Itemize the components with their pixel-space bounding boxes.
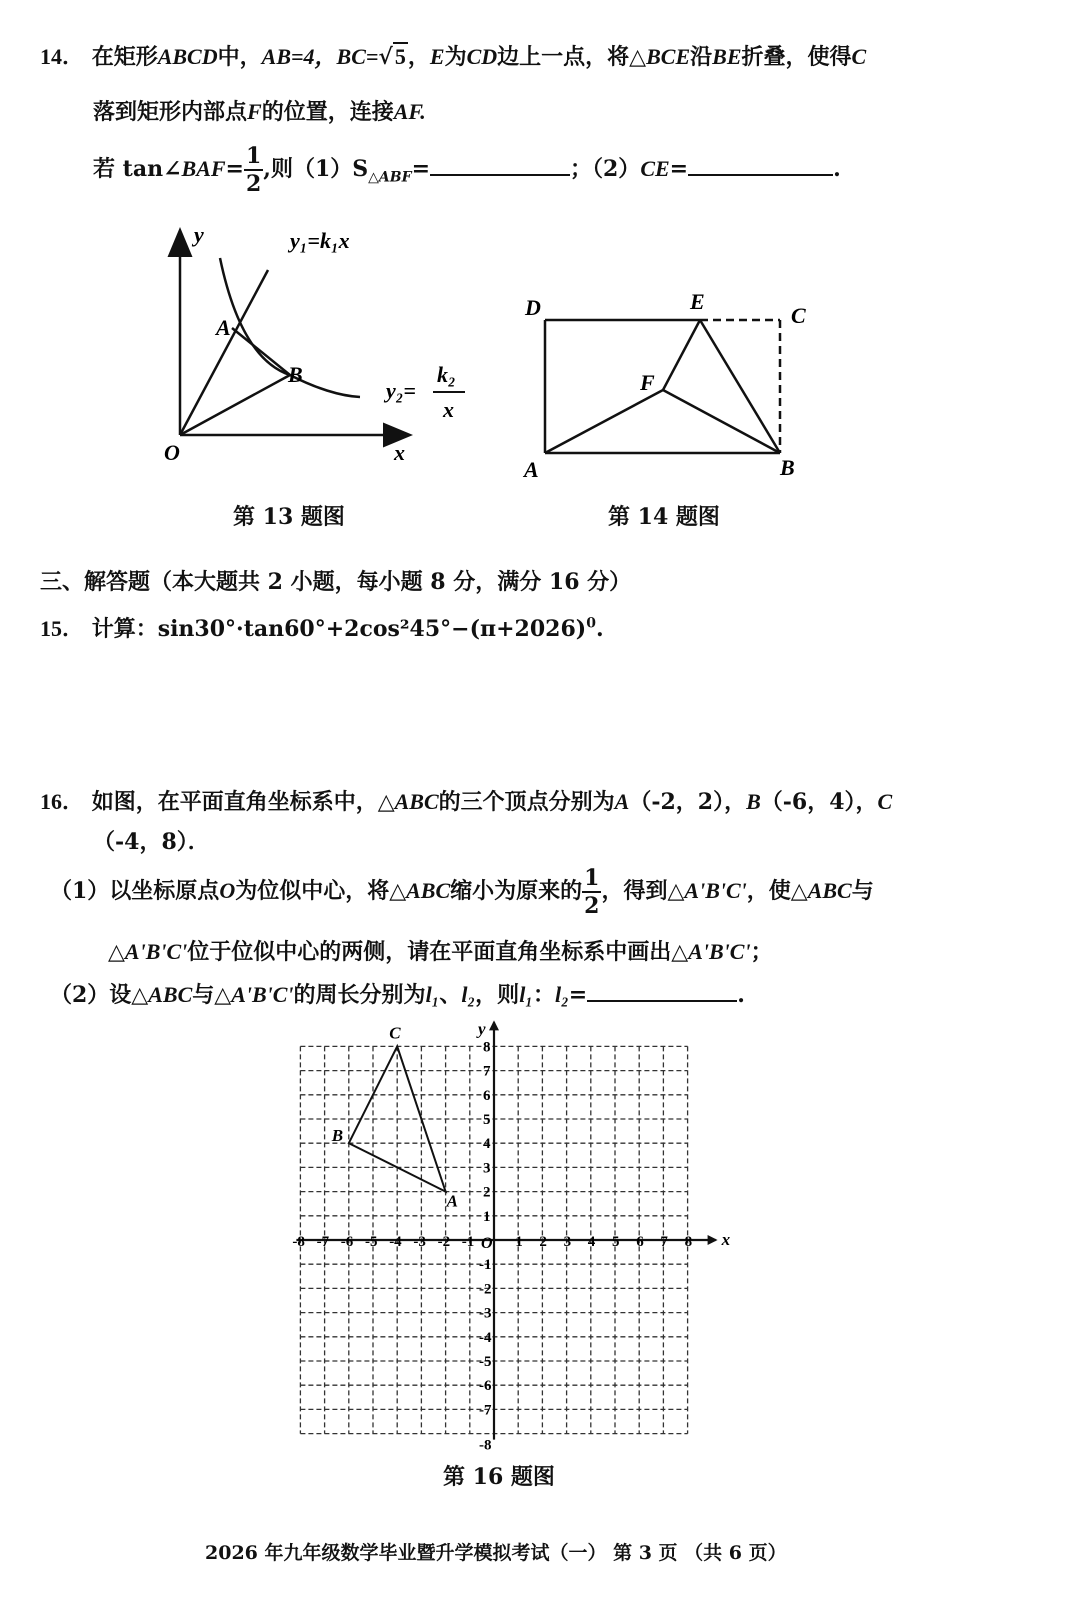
figure-13: [150, 220, 490, 480]
fig14-c: C: [791, 303, 806, 328]
x-tick-label: -2: [437, 1234, 451, 1250]
y-tick-label: -4: [479, 1329, 492, 1346]
q14-line3: 若 tan∠BAF= $\frac{1}{2}$ ,则$(1)S_{\triangle ABF}=$ ；（2）CE= .: [93, 143, 841, 197]
figure-14: [510, 285, 830, 485]
x-tick-label: -1: [461, 1234, 475, 1250]
x-tick-label: 2: [539, 1234, 547, 1250]
fig16-x-label: x: [721, 1230, 731, 1249]
x-tick-label: 6: [636, 1234, 644, 1250]
fig13-caption: 第 13 题图: [233, 504, 345, 530]
x-tick-label: 8: [684, 1234, 693, 1250]
y-tick-label: -5: [479, 1354, 492, 1370]
q16-part1-line2: △A'B'C'位于位似中心的两侧，请在平面直角坐标系中画出△A'B'C'；: [108, 939, 773, 965]
x-tick-label: 1: [515, 1234, 523, 1250]
x-tick-label: -4: [389, 1234, 402, 1250]
y-tick-label: 8: [483, 1039, 491, 1056]
fig16-point-a: A: [446, 1191, 458, 1211]
q16-line1: 16． 如图，在平面直角坐标系中，△ABC的三个顶点分别为A（-2，2），B（-6，4），C: [40, 789, 893, 815]
y-tick-label: -1: [479, 1257, 492, 1274]
y-tick-label: -3: [479, 1305, 492, 1322]
y-tick-label: 2: [483, 1184, 491, 1201]
fig14-caption: 第 14 题图: [608, 504, 720, 530]
q16-part1-line1: （1）以坐标原点O为位似中心，将△ABC缩小为原来的 $\frac{1}{2}$ ，得到△A'B'C'，使△ABC与: [50, 865, 874, 919]
q16-line2: （-4，8）．: [93, 829, 210, 855]
answer-blank-2[interactable]: [688, 174, 833, 176]
y-tick-label: -6: [479, 1378, 492, 1395]
fig13-y2-label: y₂=: [386, 378, 416, 403]
fig13-y-label: y: [194, 222, 204, 247]
fig13-line-label: y₁=k₁x: [290, 228, 350, 253]
fig13-point-b: B: [288, 362, 303, 387]
y-tick-label: 3: [483, 1160, 491, 1177]
segment-ab: [232, 328, 290, 375]
fig14-a: A: [524, 457, 539, 482]
y-tick-label: 5: [483, 1112, 491, 1128]
y-tick-label: 4: [483, 1136, 491, 1153]
fig16-origin-label: O: [481, 1235, 493, 1252]
x-axis-arrow: [708, 1235, 718, 1245]
fig16-y-label: y: [478, 1019, 486, 1039]
x-tick-label: 4: [587, 1234, 596, 1250]
fig14-f: F: [640, 370, 655, 395]
section-3-heading: 三、解答题（本大题共 2 小题，每小题 8 分，满分 16 分）: [40, 569, 632, 595]
fig13-x-den: x: [443, 397, 454, 422]
q14-line1: 14． 在矩形ABCD中，AB=4，BC=√5，E为CD边上一点，将△BCE沿BE折叠，使得C: [40, 44, 867, 70]
segment-ef: [663, 320, 700, 390]
fig16-caption: 第 16 题图: [443, 1464, 555, 1490]
x-tick-label: -6: [340, 1234, 354, 1250]
segment-af: [545, 390, 663, 453]
x-tick-label: 3: [563, 1234, 572, 1250]
q14-line2: 落到矩形内部点F的位置，连接AF.: [93, 99, 426, 125]
fig14-b: B: [780, 455, 795, 480]
fig14-e: E: [690, 289, 705, 314]
answer-blank-3[interactable]: [587, 1000, 737, 1002]
fraction-one-half-q16: $\frac{1}{2}$: [584, 865, 600, 919]
fig13-k2: k₂: [437, 362, 456, 387]
figure-16-grid: [280, 1010, 760, 1450]
segment-eb: [700, 320, 780, 453]
y-tick-label: 7: [483, 1063, 491, 1080]
fig13-point-a: A: [216, 315, 231, 340]
y-tick-label: 6: [483, 1087, 491, 1104]
y-axis-arrow: [489, 1020, 499, 1030]
y-tick-label: 1: [483, 1208, 491, 1225]
x-tick-label: 5: [612, 1234, 620, 1250]
x-tick-label: 7: [660, 1234, 668, 1250]
x-tick-label: -8: [292, 1234, 305, 1250]
x-tick-label: -7: [316, 1234, 330, 1250]
q15-line: 15． 计算：$\sin 30^\circ\cdot\tan 60^\circ+2\cos^245^\circ-(\pi+2026)^0$.: [40, 615, 604, 642]
fig13-origin-label: O: [164, 440, 180, 465]
page-footer: 2026 年九年级数学毕业暨升学模拟考试（一） 第 3 页 （共 6 页）: [205, 1542, 787, 1564]
x-tick-label: -3: [413, 1234, 426, 1250]
x-tick-label: -5: [365, 1234, 378, 1250]
fig16-point-c: C: [389, 1023, 401, 1043]
fraction-one-half: $\frac{1}{2}$: [245, 143, 262, 197]
y-tick-label: -2: [479, 1281, 492, 1298]
fig14-d: D: [525, 295, 541, 320]
answer-blank-1[interactable]: [430, 174, 570, 176]
fig16-point-b: B: [331, 1126, 344, 1146]
fig13-x-label: x: [394, 440, 405, 465]
y-tick-label: -7: [479, 1402, 492, 1419]
q16-part2: （2）设△ABC与△A'B'C'的周长分别为l₁、l₂，则l₁：l₂= .: [50, 982, 745, 1008]
sqrt-symbol: √5: [378, 44, 406, 70]
y-tick-label: -8: [479, 1437, 492, 1450]
